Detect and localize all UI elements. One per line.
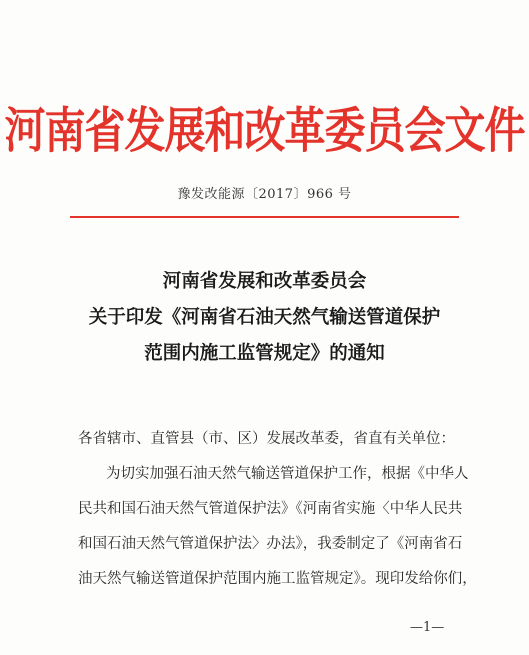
paragraph-line: 和国石油天然气管道保护法〉办法》，我委制定了《河南省石 — [78, 536, 463, 552]
paragraph-line: 民共和国石油天然气管道保护法》《河南省实施〈中华人民共 — [78, 501, 463, 517]
paragraph-line: 为切实加强石油天然气输送管道保护工作，根据《中华人 — [106, 466, 469, 482]
issuer-header: 河南省发展和改革委员会文件 — [4, 102, 525, 159]
faint-stamp-mark — [362, 58, 482, 68]
page-number: —1— — [410, 620, 445, 635]
document-number: 豫发改能源〔2017〕966 号 — [177, 187, 352, 202]
title-line-2: 关于印发《河南省石油天然气输送管道保护 — [88, 307, 441, 328]
red-divider-line — [70, 216, 459, 218]
notice-body — [78, 422, 478, 597]
recipients-line: 各省辖市、直管县（市、区）发展改革委，省直有关单位： — [78, 431, 455, 447]
notice-title — [0, 264, 529, 372]
title-line-3: 范围内施工监管规定》的通知 — [144, 343, 385, 364]
paragraph-line: 油天然气输送管道保护范围内施工监管规定》。现印发给你们， — [78, 571, 477, 587]
title-line-1: 河南省发展和改革委员会 — [162, 271, 367, 292]
